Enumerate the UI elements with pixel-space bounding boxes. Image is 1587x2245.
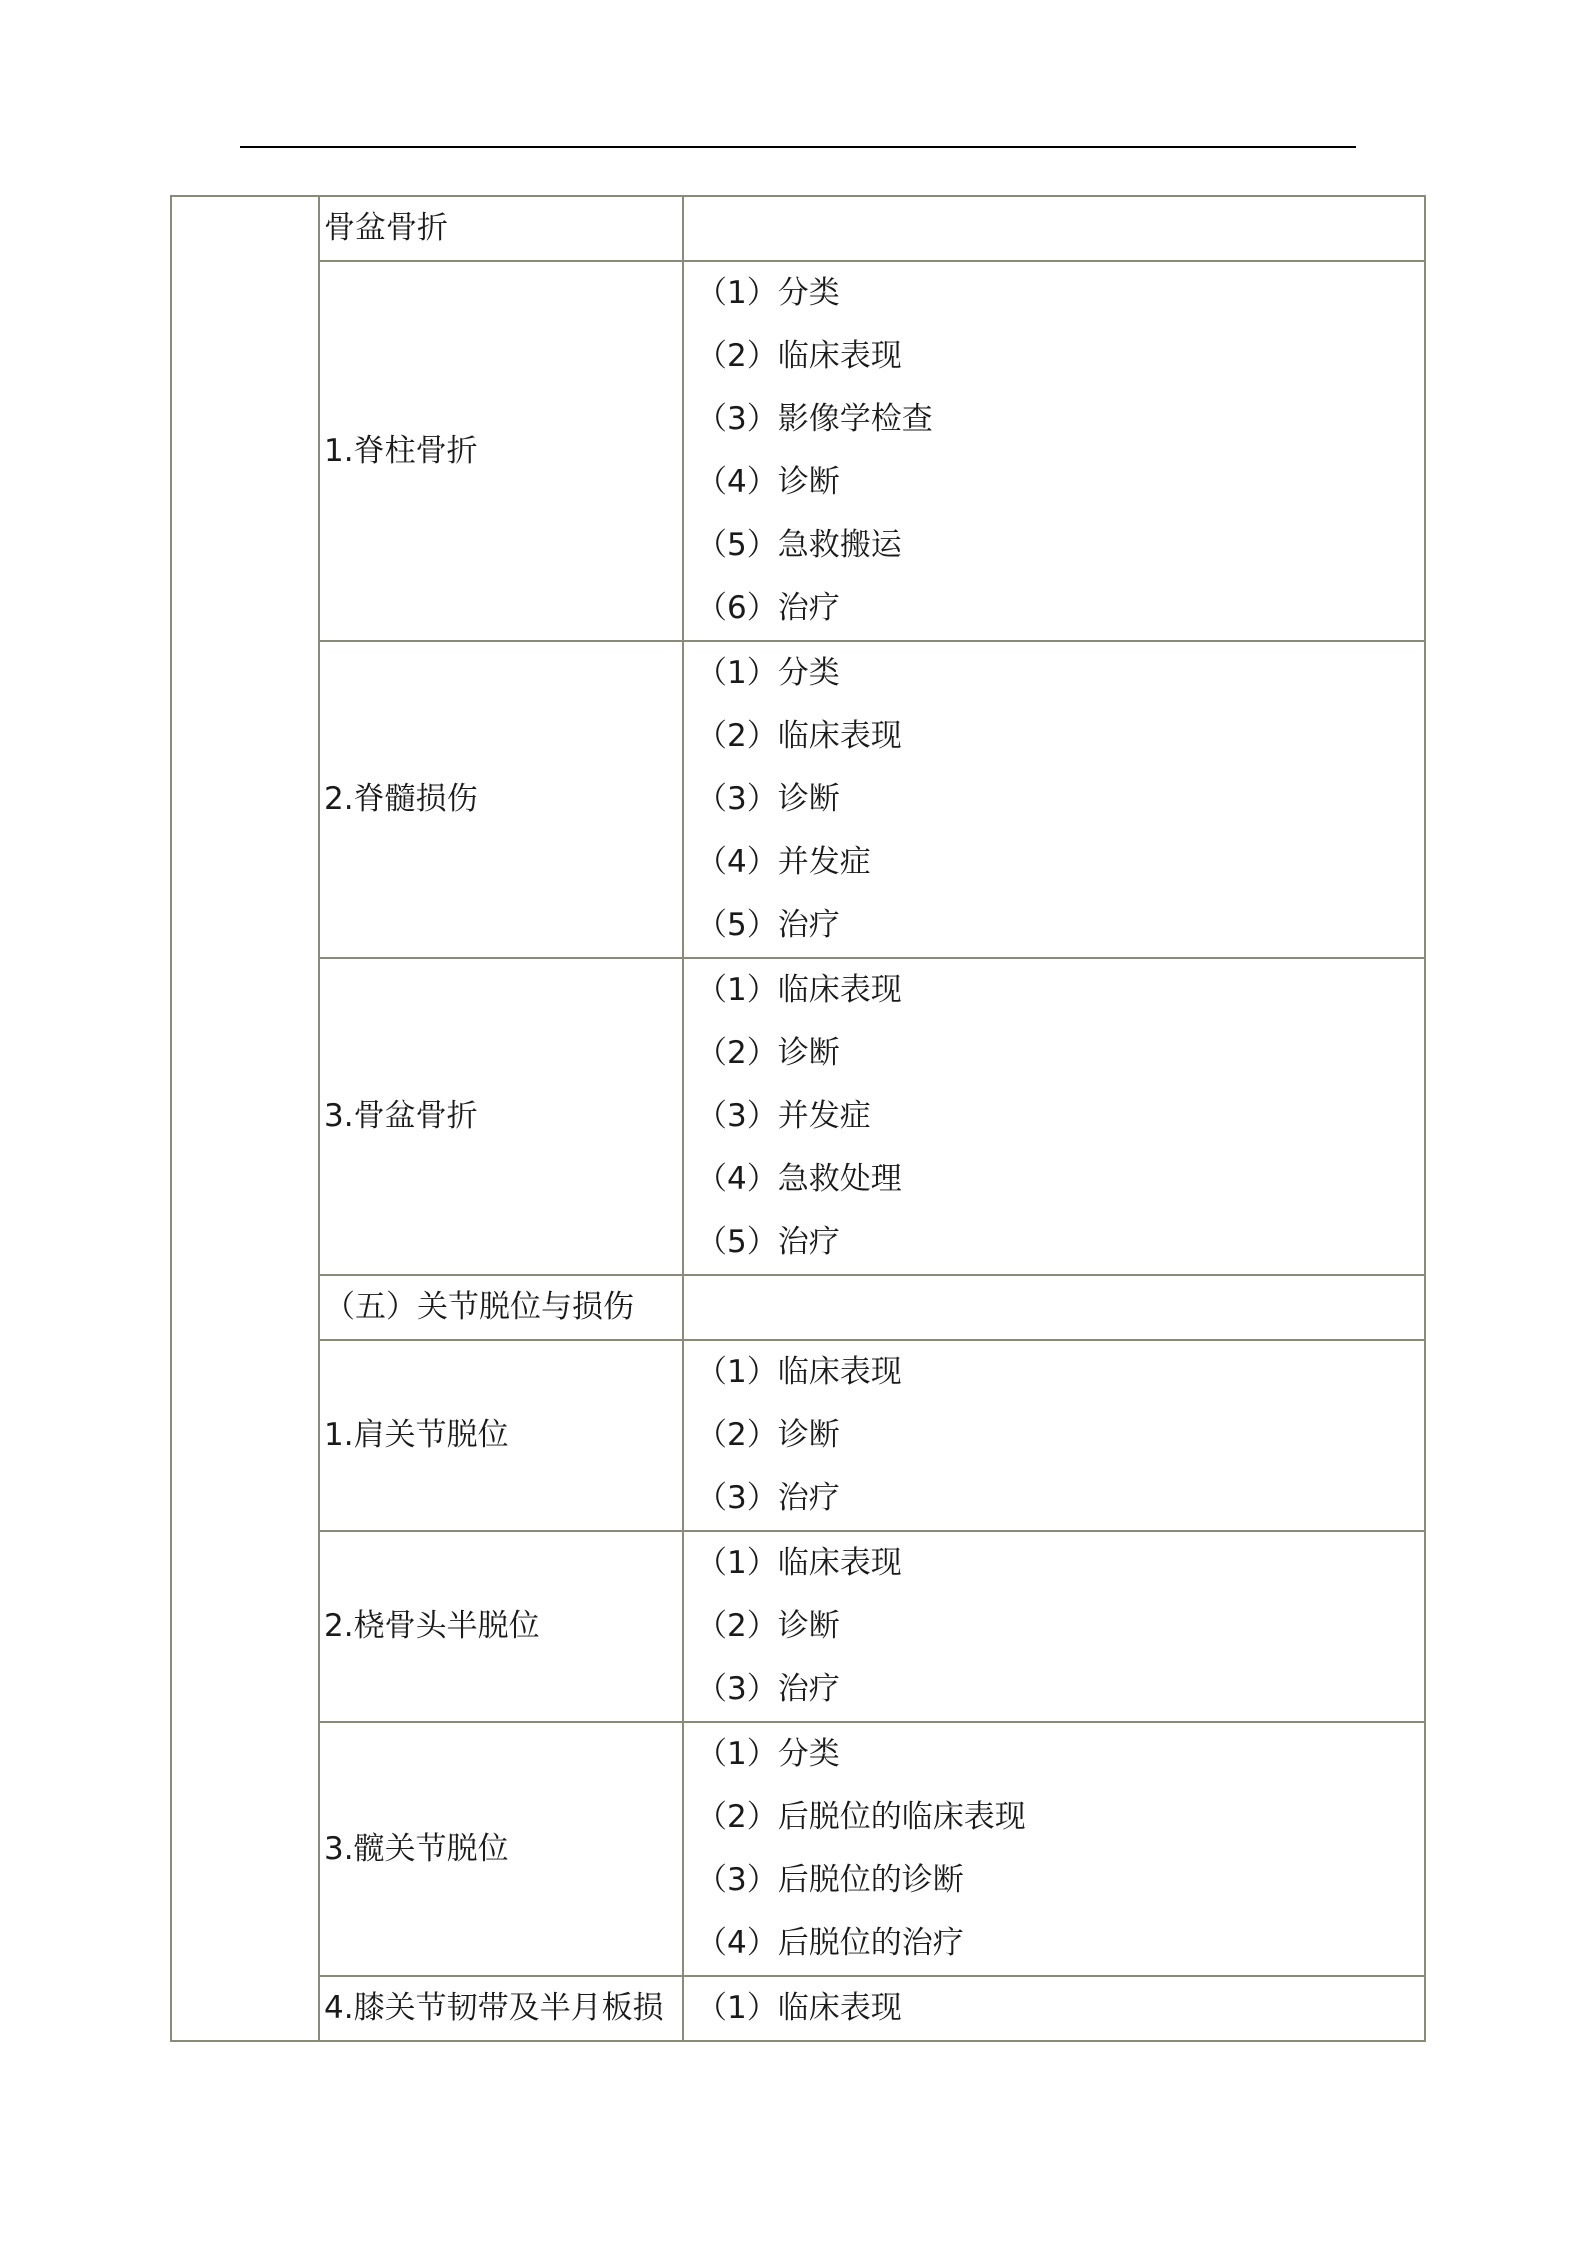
table-row — [171, 641, 1425, 958]
topic-cell: 2.桡骨头半脱位 — [319, 1531, 683, 1722]
points-cell — [683, 196, 1425, 261]
point-item: （3）诊断 — [696, 781, 840, 817]
table-row — [171, 196, 1425, 261]
point-item: （3）后脱位的诊断 — [696, 1862, 964, 1898]
point-item: （3）治疗 — [696, 1480, 840, 1516]
table-row — [171, 958, 1425, 1275]
points-cell — [683, 261, 1425, 641]
points-cell — [683, 1340, 1425, 1531]
points-cell — [683, 1976, 1425, 2041]
points-cell — [683, 1722, 1425, 1976]
point-item: （3）治疗 — [696, 1671, 840, 1707]
topic-cell: 4.膝关节韧带及半月板损 — [319, 1976, 683, 2041]
topic-cell: 2.脊髓损伤 — [319, 641, 683, 958]
topic-cell: 3.髋关节脱位 — [319, 1722, 683, 1976]
point-item: （1）临床表现 — [696, 1990, 902, 2026]
point-item: （1）临床表现 — [696, 1545, 902, 1581]
table-row — [171, 1340, 1425, 1531]
table-row — [171, 1976, 1425, 2041]
point-item: （6）治疗 — [696, 590, 840, 626]
unit-column-cell — [171, 196, 319, 2041]
point-item: （1）分类 — [696, 275, 840, 311]
point-item: （2）诊断 — [696, 1035, 840, 1071]
point-item: （3）影像学检查 — [696, 401, 933, 437]
table-row — [171, 1531, 1425, 1722]
topic-cell: 1.肩关节脱位 — [319, 1340, 683, 1531]
point-item: （5）急救搬运 — [696, 527, 902, 563]
point-item: （1）临床表现 — [696, 972, 902, 1008]
point-item: （2）诊断 — [696, 1608, 840, 1644]
points-cell — [683, 958, 1425, 1275]
topic-cell: 1.脊柱骨折 — [319, 261, 683, 641]
point-item: （2）临床表现 — [696, 718, 902, 754]
point-item: （3）并发症 — [696, 1098, 871, 1134]
point-item: （4）并发症 — [696, 844, 871, 880]
point-item: （5）治疗 — [696, 907, 840, 943]
syllabus-table — [170, 195, 1426, 2042]
point-item: （4）急救处理 — [696, 1161, 902, 1197]
point-item: （1）分类 — [696, 655, 840, 691]
topic-cell: 骨盆骨折 — [319, 196, 683, 261]
topic-cell: 3.骨盆骨折 — [319, 958, 683, 1275]
point-item: （2）临床表现 — [696, 338, 902, 374]
point-item: （2）后脱位的临床表现 — [696, 1799, 1026, 1835]
point-item: （4）后脱位的治疗 — [696, 1925, 964, 1961]
header-rule — [240, 146, 1356, 148]
points-cell — [683, 1275, 1425, 1340]
table-row — [171, 261, 1425, 641]
point-item: （1）临床表现 — [696, 1354, 902, 1390]
point-item: （2）诊断 — [696, 1417, 840, 1453]
point-item: （1）分类 — [696, 1736, 840, 1772]
table-row — [171, 1275, 1425, 1340]
point-item: （5）治疗 — [696, 1224, 840, 1260]
topic-cell: （五）关节脱位与损伤 — [319, 1275, 683, 1340]
point-item: （4）诊断 — [696, 464, 840, 500]
points-cell — [683, 1531, 1425, 1722]
points-cell — [683, 641, 1425, 958]
table-row — [171, 1722, 1425, 1976]
